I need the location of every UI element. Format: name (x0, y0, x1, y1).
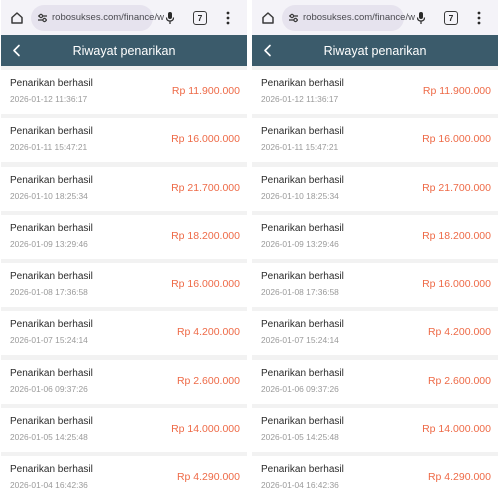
item-status: Penarikan berhasil (261, 126, 344, 138)
item-amount: Rp 4.200.000 (427, 326, 491, 339)
item-status: Penarikan berhasil (261, 319, 344, 331)
list-item[interactable] (252, 215, 498, 259)
item-status: Penarikan berhasil (261, 367, 344, 379)
home-button[interactable] (7, 8, 27, 28)
item-status: Penarikan berhasil (10, 416, 93, 428)
list-item[interactable] (1, 360, 247, 404)
item-status: Penarikan berhasil (261, 78, 344, 89)
item-date: 2026-01-07 15:24:14 (10, 335, 88, 346)
voice-search-button[interactable] (163, 8, 177, 28)
more-menu-button[interactable] (223, 8, 233, 28)
item-amount: Rp 16.000.000 (171, 278, 240, 291)
item-date: 2026-01-12 11:36:17 (261, 94, 339, 104)
more-vert-icon (477, 11, 481, 25)
address-bar[interactable] (31, 5, 164, 31)
list-item[interactable] (252, 408, 498, 452)
item-status: Penarikan berhasil (10, 222, 93, 234)
item-date: 2026-01-12 11:36:17 (10, 94, 88, 104)
item-date: 2026-01-10 18:25:34 (10, 190, 88, 201)
item-date: 2026-01-09 13:29:46 (261, 238, 339, 249)
site-settings-icon (288, 13, 299, 23)
list-item[interactable] (1, 167, 247, 211)
list-item[interactable] (1, 70, 247, 114)
item-status: Penarikan berhasil (261, 271, 344, 283)
item-date: 2026-01-07 15:24:14 (261, 335, 339, 346)
back-button[interactable] (7, 41, 25, 60)
item-amount: Rp 2.600.000 (176, 374, 240, 387)
item-status: Penarikan berhasil (10, 319, 93, 331)
list-item[interactable] (252, 311, 498, 355)
item-status: Penarikan berhasil (261, 416, 344, 428)
tabs-icon[interactable] (444, 11, 458, 25)
item-status: Penarikan berhasil (10, 126, 93, 138)
item-status: Penarikan berhasil (261, 222, 344, 234)
site-settings-icon (37, 13, 48, 23)
back-arrow-icon (12, 44, 21, 57)
item-amount: Rp 16.000.000 (171, 133, 240, 146)
phone-screen-left (1, 0, 247, 500)
item-amount: Rp 11.900.000 (422, 85, 491, 97)
item-date: 2026-01-11 15:47:21 (261, 142, 339, 153)
list-item[interactable] (252, 263, 498, 307)
list-item[interactable] (1, 263, 247, 307)
tabs-icon[interactable] (193, 11, 207, 25)
item-status: Penarikan berhasil (10, 174, 93, 186)
back-button[interactable] (258, 41, 276, 60)
back-arrow-icon (263, 44, 272, 57)
item-amount: Rp 18.200.000 (171, 229, 240, 242)
tab-count: 7 (448, 12, 454, 23)
list-item[interactable] (1, 456, 247, 500)
item-amount: Rp 18.200.000 (422, 229, 491, 242)
more-vert-icon (226, 11, 230, 25)
more-menu-button[interactable] (474, 8, 484, 28)
browser-toolbar (1, 0, 247, 35)
item-amount: Rp 11.900.000 (171, 85, 240, 97)
withdrawal-list (1, 66, 247, 500)
item-date: 2026-01-08 17:36:58 (10, 287, 88, 298)
withdrawal-list (252, 66, 498, 500)
item-status: Penarikan berhasil (10, 464, 93, 476)
item-date: 2026-01-06 09:37:26 (10, 383, 88, 394)
item-amount: Rp 4.200.000 (176, 326, 240, 339)
list-item[interactable] (252, 167, 498, 211)
item-date: 2026-01-11 15:47:21 (10, 142, 88, 153)
url-text: robosukses.com/finance/w (52, 12, 164, 23)
item-amount: Rp 21.700.000 (171, 181, 240, 194)
item-amount: Rp 2.600.000 (427, 374, 491, 387)
item-date: 2026-01-10 18:25:34 (261, 190, 339, 201)
item-date: 2026-01-08 17:36:58 (261, 287, 339, 298)
item-status: Penarikan berhasil (10, 78, 93, 89)
home-button[interactable] (258, 8, 278, 28)
item-date: 2026-01-04 16:42:36 (10, 480, 88, 491)
home-icon (10, 11, 24, 25)
item-status: Penarikan berhasil (261, 464, 344, 476)
list-item[interactable] (252, 456, 498, 500)
list-item[interactable] (1, 118, 247, 162)
app-header (252, 35, 498, 66)
browser-toolbar (252, 0, 498, 35)
item-amount: Rp 14.000.000 (171, 423, 240, 436)
page-title: Riwayat penarikan (72, 43, 176, 58)
item-amount: Rp 21.700.000 (422, 181, 491, 194)
phone-screen-right (252, 0, 498, 500)
list-item[interactable] (252, 118, 498, 162)
page-title: Riwayat penarikan (323, 43, 427, 58)
item-date: 2026-01-05 14:25:48 (261, 432, 339, 443)
list-item[interactable] (252, 70, 498, 114)
item-status: Penarikan berhasil (10, 367, 93, 379)
list-item[interactable] (1, 408, 247, 452)
url-text: robosukses.com/finance/w (303, 12, 415, 23)
item-amount: Rp 16.000.000 (422, 278, 491, 291)
list-item[interactable] (1, 215, 247, 259)
mic-icon (165, 11, 175, 25)
item-status: Penarikan berhasil (261, 174, 344, 186)
item-amount: Rp 14.000.000 (422, 423, 491, 436)
mic-icon (416, 11, 426, 25)
app-header (1, 35, 247, 66)
item-amount: Rp 4.290.000 (176, 471, 240, 484)
address-bar[interactable] (282, 5, 415, 31)
list-item[interactable] (1, 311, 247, 355)
item-date: 2026-01-09 13:29:46 (10, 238, 88, 249)
item-amount: Rp 4.290.000 (427, 471, 491, 484)
tab-count: 7 (197, 12, 203, 23)
item-amount: Rp 16.000.000 (422, 133, 491, 146)
item-date: 2026-01-06 09:37:26 (261, 383, 339, 394)
item-date: 2026-01-04 16:42:36 (261, 480, 339, 491)
voice-search-button[interactable] (414, 8, 428, 28)
item-date: 2026-01-05 14:25:48 (10, 432, 88, 443)
list-item[interactable] (252, 360, 498, 404)
item-status: Penarikan berhasil (10, 271, 93, 283)
home-icon (261, 11, 275, 25)
